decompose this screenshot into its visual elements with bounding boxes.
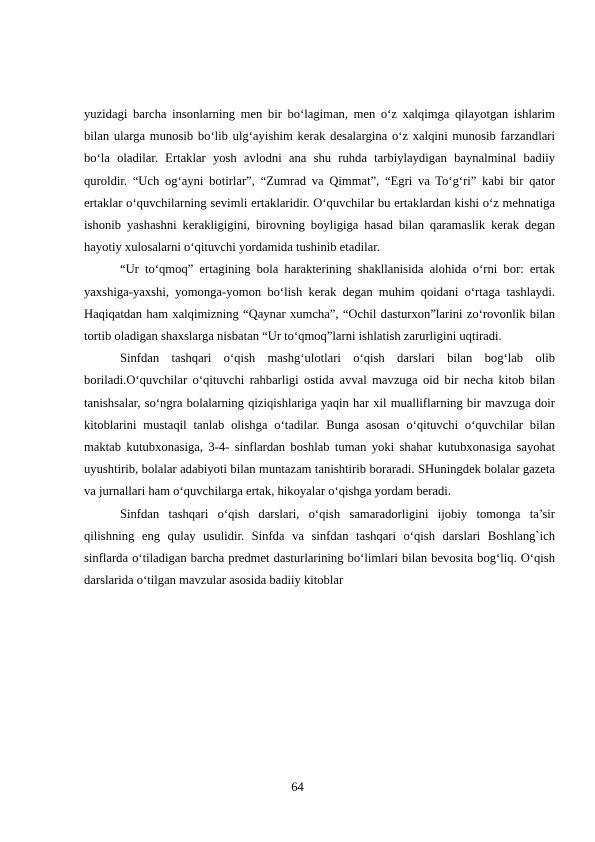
body-text	[84, 103, 555, 591]
paragraph-1: yuzidagi barcha insonlarning men bir bo‘lagiman, men o‘z xalqimga qilayotgan ishlarim bilan ularga munosib bo‘lib ulg‘ayishim kerak desalargina o‘z xalqini munosib farzandlari bo‘la oladilar. Ertaklar yosh avlodni ana shu ruhda tarbiylaydigan baynalminal badiiy quroldir. “Uch og‘ayni botirlar”, “Zumrad va Qimmat”, “Egri va To‘g‘ri” kabi bir qator ertaklar o‘quvchilarning sevimli ertaklaridir. O‘quvchilar bu ertaklardan kishi o‘z mehnatiga ishonib yashashni kerakligigini, birovning boyligiga hasad bilan qaramaslik kerak degan hayotiy xulosalarni o‘qituvchi yordamida tushinib etadilar.	[84, 107, 555, 255]
paragraph-3: Sinfdan tashqari o‘qish mashg‘ulotlari o‘qish darslari bilan bog‘lab olib boriladi.O‘quvchilar o‘qituvchi rahbarligi ostida avval mavzuga oid bir necha kitob bilan tanishsalar, so‘ngra bolalarning qiziqishlariga yaqin har xil mualliflarning bir mavzuga doir kitoblarini mustaqil tanlab olishga o‘tadilar. Bunga asosan o‘qituvchi o‘quvchilar bilan maktab kutubxonasiga, 3-4- sinflardan boshlab tuman yoki shahar kutubxonasiga sayohat uyushtirib, bolalar adabiyoti bilan muntazam tanishtirib boraradi. SHuningdek bolalar gazeta va jurnallari ham o‘quvchilarga ertak, hikoyalar o‘qishga yordam beradi.	[84, 351, 555, 499]
paragraph-2: “Ur to‘qmoq” ertagining bola harakterining shakllanisida alohida o‘rni bor: ertak yaxshiga-yaxshi, yomonga-yomon bo‘lish kerak degan muhim qoidani o‘rtaga tashlaydi. Haqiqatdan ham xalqimizning “Qaynar xumcha”, “Ochil dasturxon”larini zo‘rovonlik bilan tortib oladigan shaxslarga nisbatan “Ur to‘qmoq”larni ishlatish zarurligini uqtiradi.	[84, 262, 555, 344]
paragraph-4: Sinfdan tashqari o‘qish darslari, o‘qish samaradorligini ijobiy tomonga ta’sir qilishning eng qulay usulidir. Sinfda va sinfdan tashqari o‘qish darslari Boshlang`ich sinflarda o‘tiladigan barcha predmet dasturlarining bo‘limlari bilan bevosita bog‘liq. O‘qish darslarida o‘tilgan mavzular asosida badiiy kitoblar	[84, 506, 555, 588]
page-number: 64	[291, 780, 304, 794]
